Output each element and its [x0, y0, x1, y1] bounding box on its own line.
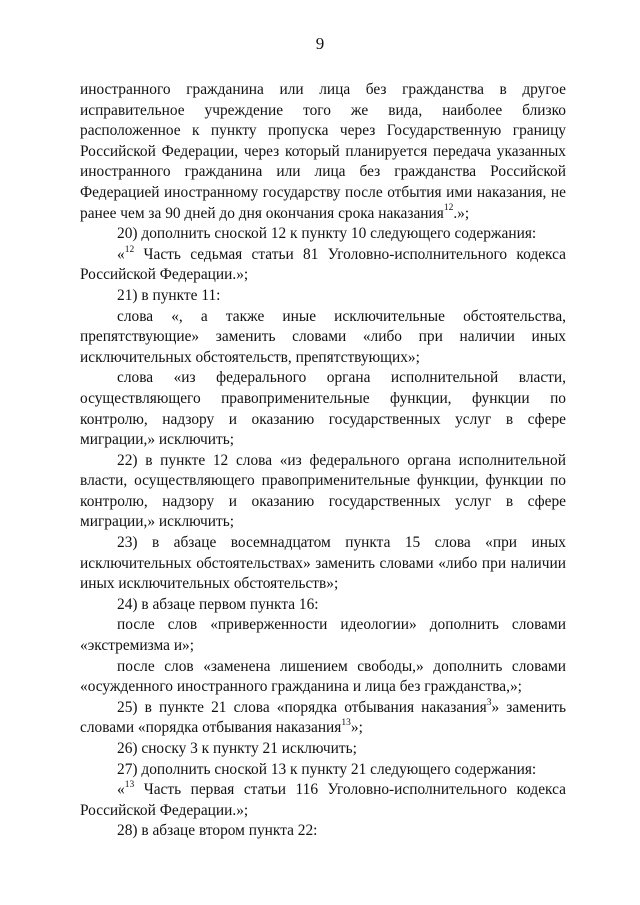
paragraph-text: 23) в абзаце восемнадцатом пункта 15 слова «при иных исключительных обстоятельствах» заменить словами «либо при наличии иных исключительных обстоятельств»; [80, 534, 566, 593]
paragraph-text: « [117, 245, 125, 263]
paragraph-text: 26) сноску 3 к пункту 21 исключить; [117, 740, 357, 757]
footnote-ref: 12 [124, 244, 135, 255]
paragraph [80, 780, 566, 821]
footnote-ref: 13 [124, 780, 135, 791]
paragraph [80, 80, 566, 224]
paragraph [80, 245, 566, 286]
paragraph-text: после слов «заменена лишением свободы,» дополнить словами «осужденного иностранного гражданина и лица без гражданства,»; [80, 657, 566, 696]
page-number: 9 [315, 34, 325, 53]
paragraph [80, 286, 566, 307]
paragraph-text: иностранного гражданина или лица без гражданства в другое исправительное учреждение того же вида, наиболее близко расположенное к пункту пропуска через Государственную границу Российской Федерации, через который планируется передача указанных иностранного гражданина или лица без гражданства Российской Федерацией иностранному государству после отбытия ими наказания, не ранее чем за 90 дней до дня окончания срока наказания [80, 81, 566, 222]
paragraph [80, 595, 566, 616]
paragraph-text: .»; [453, 204, 470, 222]
paragraph-text: 21) в пункте 11: [117, 286, 221, 304]
paragraph [80, 821, 566, 842]
document-body [80, 80, 566, 842]
paragraph-text: слова «из федерального органа исполнительной власти, осуществляющего правоприменительные функции, функции по контролю, надзору и оказанию государственных услуг в сфере миграции,» исключить; [80, 369, 566, 449]
paragraph-text: »; [350, 719, 363, 737]
paragraph-text: 20) дополнить сноской 12 к пункту 10 следующего содержания: [117, 225, 537, 243]
paragraph [80, 224, 566, 245]
footnote-ref: 12 [443, 203, 454, 214]
paragraph [80, 533, 566, 595]
paragraph-text: 22) в пункте 12 слова «из федерального органа исполнительной власти, осуществляющего правоприменительные функции, функции по контролю, надзору и оказанию государственных услуг в сфере миграции,» исключить; [80, 451, 566, 531]
paragraph [80, 760, 566, 781]
paragraph [80, 451, 566, 533]
paragraph-text: слова «, а также иные исключительные обстоятельства, препятствующие» заменить словами «либо при наличии иных исключительных обстоятельств, препятствующих»; [80, 307, 566, 366]
paragraph [80, 615, 566, 656]
paragraph [80, 698, 566, 739]
paragraph-text: Часть первая статьи 116 Уголовно-исполнительного кодекса Российской Федерации.»; [80, 781, 566, 819]
paragraph-text: 28) в абзаце втором пункта 22: [117, 822, 318, 840]
paragraph-text: « [117, 781, 125, 799]
paragraph-text: после слов «приверженности идеологии» дополнить словами «экстремизма и»; [80, 616, 566, 655]
paragraph-text: Часть седьмая статьи 81 Уголовно-исполнительного кодекса Российской Федерации.»; [80, 245, 566, 284]
paragraph-text: 27) дополнить сноской 13 к пункту 21 следующего содержания: [117, 760, 537, 778]
paragraph-text: » заменить словами «порядка отбывания наказания [80, 698, 566, 737]
paragraph [80, 307, 566, 369]
paragraph [80, 739, 566, 760]
footnote-ref: 13 [341, 718, 351, 729]
paragraph [80, 368, 566, 450]
paragraph-text: 25) в пункте 21 слова «порядка отбывания наказания [117, 698, 487, 716]
paragraph [80, 657, 566, 698]
footnote-ref: 3 [486, 697, 492, 708]
paragraph-text: 24) в абзаце первом пункта 16: [117, 595, 319, 613]
